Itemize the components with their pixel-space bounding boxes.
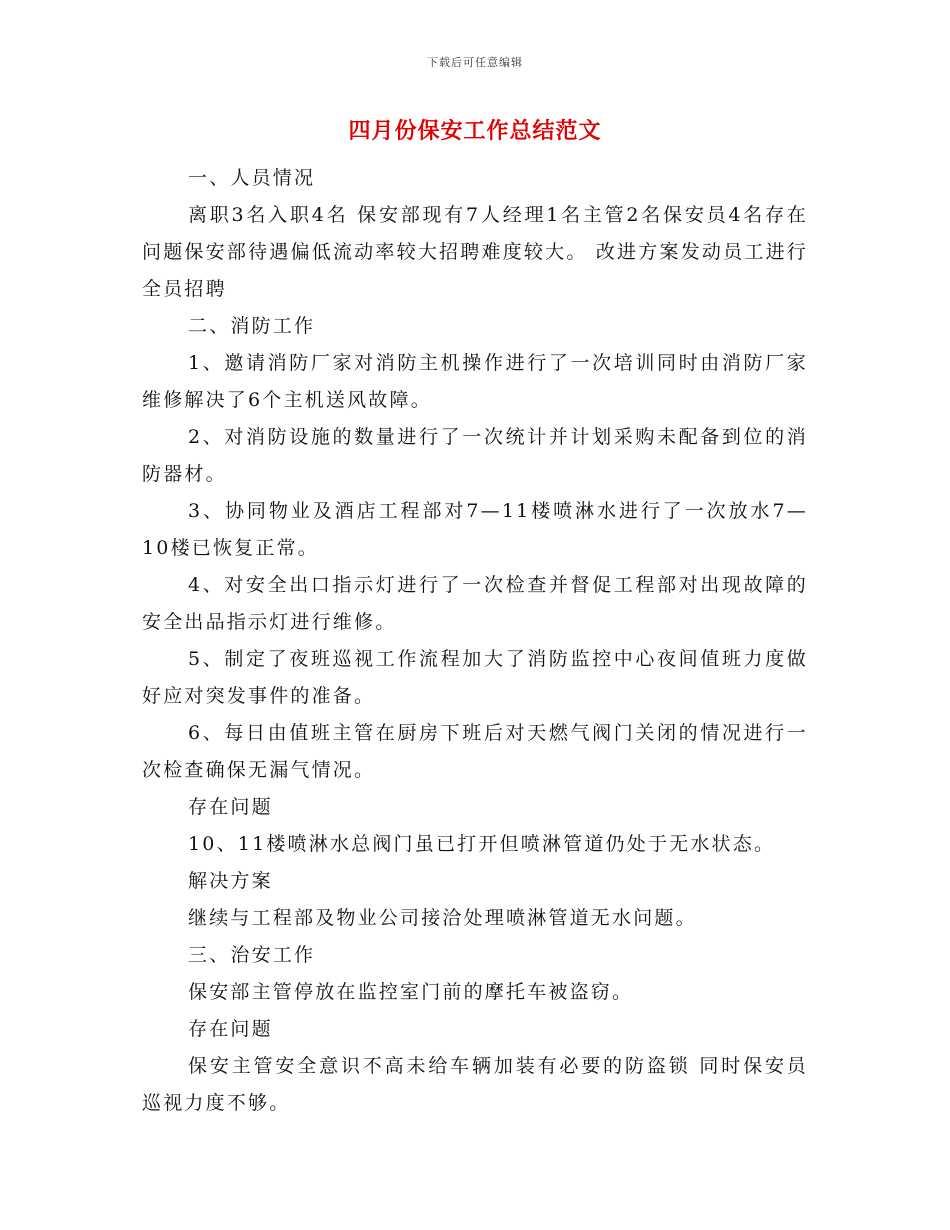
fire-solution-text: 继续与工程部及物业公司接洽处理喷淋管道无水问题。 xyxy=(188,907,697,929)
page-header-note: 下载后可任意编辑 xyxy=(427,56,523,69)
paragraph-personnel-summary: 离职3名入职4名 保安部现有7人经理1名主管2名保安员4名存在问题保安部待遇偏低流动率较大招聘难度较大。 改进方案发动员工进行全员招聘 xyxy=(142,204,808,300)
fire-problem-text: 10、11楼喷淋水总阀门虽已打开但喷淋管道仍处于无水状态。 xyxy=(188,833,776,855)
section-heading-security: 三、治安工作 xyxy=(188,944,316,966)
fire-item-5: 5、制定了夜班巡视工作流程加大了消防监控中心夜间值班力度做好应对突发事件的准备。 xyxy=(142,648,808,707)
fire-item-3: 3、协同物业及酒店工程部对7—11楼喷淋水进行了一次放水7—10楼已恢复正常。 xyxy=(142,500,808,559)
security-incident-text: 保安部主管停放在监控室门前的摩托车被盗窃。 xyxy=(188,981,634,1003)
document-title: 四月份保安工作总结范文 xyxy=(348,118,602,144)
fire-solution-heading: 解决方案 xyxy=(188,870,273,892)
security-problem-text: 保安主管安全意识不高未给车辆加装有必要的防盗锁 同时保安员巡视力度不够。 xyxy=(142,1055,808,1114)
section-heading-personnel: 一、人员情况 xyxy=(188,167,316,189)
fire-item-4: 4、对安全出口指示灯进行了一次检查并督促工程部对出现故障的安全出品指示灯进行维修。 xyxy=(142,574,808,633)
fire-item-1: 1、邀请消防厂家对消防主机操作进行了一次培训同时由消防厂家维修解决了6个主机送风故障。 xyxy=(142,352,808,411)
section-heading-fire: 二、消防工作 xyxy=(188,315,316,337)
fire-item-2: 2、对消防设施的数量进行了一次统计并计划采购未配备到位的消防器材。 xyxy=(142,426,808,485)
fire-problem-heading: 存在问题 xyxy=(188,796,273,818)
fire-item-6: 6、每日由值班主管在厨房下班后对天燃气阀门关闭的情况进行一次检查确保无漏气情况。 xyxy=(142,722,808,781)
security-problem-heading: 存在问题 xyxy=(188,1018,273,1040)
document-body xyxy=(142,160,808,1122)
